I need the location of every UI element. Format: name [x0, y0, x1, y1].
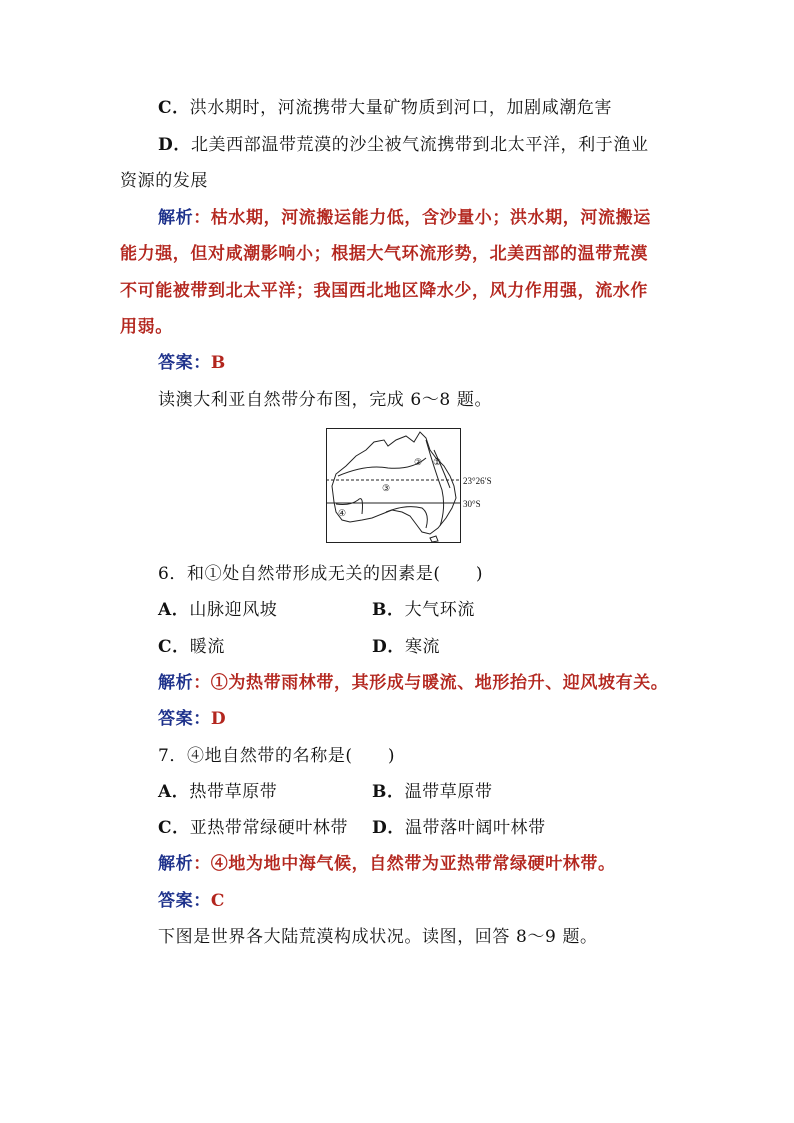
q5-option-d-letter: D．	[158, 135, 191, 155]
q7-option-c: C．亚热带常绿硬叶林带	[158, 818, 349, 838]
q7-stem: 7．④地自然带的名称是( )	[158, 746, 396, 766]
q5-option-d	[158, 134, 649, 156]
q5-analysis-line-3: 不可能被带到北太平洋；我国西北地区降水少，风力作用强，流水作	[120, 281, 648, 301]
intro-questions-8-9: 下图是世界各大陆荒漠构成状况。读图，回答 8～9 题。	[158, 927, 598, 947]
q5-answer-value: B	[210, 353, 226, 373]
marker-4: ④	[338, 508, 347, 518]
marker-2: ②	[414, 457, 423, 467]
q5-option-d-continuation: 资源的发展	[120, 171, 208, 191]
q5-analysis-line-2: 能力强，但对咸潮影响小；根据大气环流形势，北美西部的温带荒漠	[120, 244, 648, 264]
q6-answer: 答案：D	[158, 709, 227, 729]
q5-answer: 答案：B	[158, 353, 226, 373]
map-svg	[326, 428, 502, 544]
q7-option-d: D．温带落叶阔叶林带	[372, 818, 546, 838]
q7-option-b: B．温带草原带	[372, 782, 493, 802]
q7-answer: 答案：C	[158, 891, 225, 911]
q7-analysis: 解析：④地为地中海气候，自然带为亚热带常绿硬叶林带。	[158, 854, 616, 874]
q7-option-a: A．热带草原带	[158, 782, 278, 802]
q5-answer-label: 答案	[158, 353, 194, 373]
q5-option-c-text: 洪水期时，河流携带大量矿物质到河口，加剧咸潮危害	[189, 98, 613, 118]
q6-option-c: C．暖流	[158, 637, 225, 657]
lat-label-tropic: 23°26′S	[463, 476, 492, 486]
q6-answer-value: D	[210, 709, 227, 729]
q5-option-d-text: 北美西部温带荒漠的沙尘被气流携带到北太平洋，利于渔业	[190, 135, 649, 155]
q6-analysis-label: 解析	[158, 673, 194, 693]
q6-option-d: D．寒流	[372, 637, 441, 657]
q5-option-c-letter: C．	[158, 98, 190, 118]
q6-stem: 6．和①处自然带形成无关的因素是( )	[158, 564, 484, 584]
marker-1: ①	[433, 457, 442, 467]
marker-3: ③	[382, 483, 391, 493]
q7-analysis-label: 解析	[158, 854, 194, 874]
q5-analysis-label: 解析	[158, 208, 194, 228]
q5-analysis-line-4: 用弱。	[120, 317, 173, 337]
q5-analysis-line-1: 解析：枯水期，河流搬运能力低，含沙量小；洪水期，河流搬运	[158, 208, 651, 228]
q5-option-c	[158, 97, 612, 119]
q6-option-a: A．山脉迎风坡	[158, 600, 278, 620]
australia-natural-zones-map	[326, 428, 502, 544]
q6-option-b: B．大气环流	[372, 600, 475, 620]
q7-answer-value: C	[210, 891, 225, 911]
q6-analysis: 解析：①为热带雨林带，其形成与暖流、地形抬升、迎风坡有关。	[158, 673, 669, 693]
intro-questions-6-8: 读澳大利亚自然带分布图，完成 6～8 题。	[158, 390, 493, 410]
lat-label-30s: 30°S	[463, 499, 481, 509]
